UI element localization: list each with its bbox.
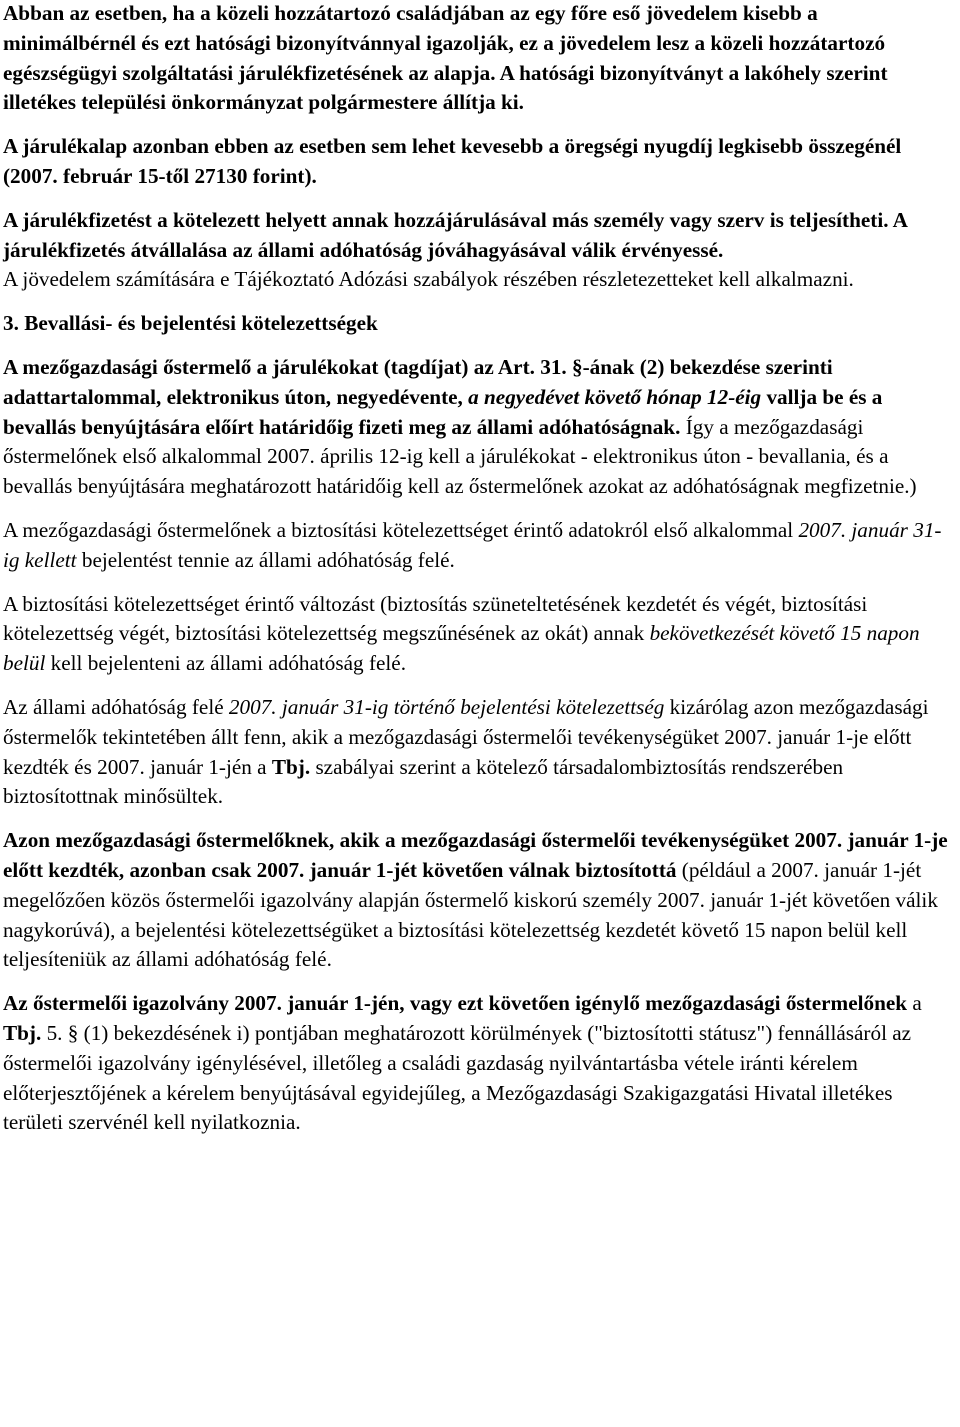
paragraph-text: vallja be és a bevallás benyújtására előírt határidőig fizeti meg az állami adóhatóságnak. <box>3 384 883 439</box>
paragraph-text: A mezőgazdasági őstermelő a járulékokat (tagdíjat) az Art. 31. §-ának (2) bekezdése szerinti adattartalommal, elektronikus úton, negyedévente, <box>3 354 833 409</box>
paragraph-text: A járulékfizetést a kötelezett helyett annak hozzájárulásával más személy vagy szerv is teljesítheti. A járulékfizetés átvállalása az állami adóhatóság jóváhagyásával válik érvényessé. <box>3 207 907 262</box>
paragraph-change-report <box>3 590 952 679</box>
paragraph-deadline: 2007. január 31-ig történő bejelentési kötelezettség <box>228 694 665 719</box>
paragraph-text: szabályai szerint a kötelező társadalombiztosítás rendszerében biztosítottnak minősültek. <box>3 754 844 809</box>
paragraph-text: Az állami adóhatóság felé <box>3 694 224 719</box>
paragraph-text: a <box>912 991 922 1016</box>
paragraph-income-basis <box>3 0 952 118</box>
paragraph-text: Azon mezőgazdasági őstermelőknek, akik a mezőgazdasági őstermelői tevékenységüket 2007. január 1-je előtt kezdték, azonban csak 2007. január 1-jét követően válnak biztosítottá <box>3 828 948 882</box>
paragraph-text: kell bejelenteni az állami adóhatóság felé. <box>50 651 406 676</box>
paragraph-text: Abban az esetben, ha a közeli hozzátartozó családjában az egy főre eső jövedelem kisebb a minimálbérnél és ezt hatósági bizonyítvánnyal igazolják, ez a jövedelem lesz a közeli hozzátartozó egészségügyi szolgáltatási járulékfizetésének az alapja. A hatósági bizonyítványt a lakóhely szerint illetékes települési önkormányzat polgármestere állítja ki. <box>3 1 888 115</box>
section-title: 3. Bevallási- és bejelentési kötelezettségek <box>3 311 378 336</box>
paragraph-text: A jövedelem számítására e Tájékoztató Adózási szabályok részében részletezetteket kell alkalmazni. <box>3 267 854 292</box>
paragraph-text: A biztosítási kötelezettséget érintő változást (biztosítás szüneteltetésének kezdetét és végét, biztosítási kötelezettség végét, biztosítási kötelezettség megszűnésének az okát) annak <box>3 591 868 646</box>
paragraph-minimum-base <box>3 132 952 192</box>
paragraph-later-insured <box>3 826 952 975</box>
paragraph-text: A mezőgazdasági őstermelőnek a biztosítási kötelezettséget érintő adatokról első alkalommal <box>3 517 794 542</box>
paragraph-text: bejelentést tennie az állami adóhatóság felé. <box>81 547 455 572</box>
paragraph-deadline: bekövetkezését követő 15 napon belül <box>3 621 920 676</box>
paragraph-producer-card <box>3 989 952 1138</box>
paragraph-first-report <box>3 516 952 576</box>
paragraph-text: 5. § (1) bekezdésének i) pontjában meghatározott körülmények ("biztosítotti státusz") fennállásáról az őstermelői igazolvány igénylésével, illetőleg a családi gazdaság nyilvántartásba vétele iránti kérelem előterjesztőjének a kérelem benyújtásával egyidejűleg, a Mezőgazdasági Szakigazgatási Hivatal illetékes területi szervénél kell nyilatkoznia. <box>3 1020 912 1135</box>
paragraph-deadline: a negyedévet követő hónap 12-éig <box>468 384 762 409</box>
section-heading <box>3 309 952 339</box>
paragraph-text: (például a 2007. január 1-jét megelőzően közös őstermelői igazolvány alapján őstermelő kiskorú személy 2007. január 1-jét követően válik nagykorúvá), a bejelentési kötelezettségüket a biztosítási kötelezettség kezdetét követő 15 napon belül kell teljesíteniük az állami adóhatóság felé. <box>3 857 938 972</box>
law-reference: Tbj. <box>271 754 311 779</box>
paragraph-declaration <box>3 353 952 502</box>
paragraph-text: A járulékalap azonban ebben az esetben sem lehet kevesebb a öregségi nyugdíj legkisebb összegénél (2007. február 15-től 27130 forint). <box>3 134 902 188</box>
paragraph-contribution-transfer <box>3 206 952 295</box>
paragraph-deadline: 2007. január 31-ig kellett <box>3 517 942 572</box>
paragraph-text: Az őstermelői igazolvány 2007. január 1-jén, vagy ezt követően igénylő mezőgazdasági őstermelőnek <box>3 991 908 1016</box>
paragraph-text: Így a mezőgazdasági őstermelőnek első alkalommal 2007. április 12-ig kell a járulékokat - elektronikus úton - bevallania, és a bevallás benyújtására meghatározott határidőig kell az őstermelőnek azokat az adóhatóságnak megfizetnie.) <box>3 414 917 499</box>
paragraph-text: kizárólag azon mezőgazdasági őstermelők tekintetében állt fenn, akik a mezőgazdasági őstermelői tevékenységüket 2007. január 1-je előtt kezdték és 2007. január 1-jén a <box>3 694 929 779</box>
law-reference: Tbj. <box>3 1020 42 1045</box>
paragraph-authority-report <box>3 693 952 812</box>
